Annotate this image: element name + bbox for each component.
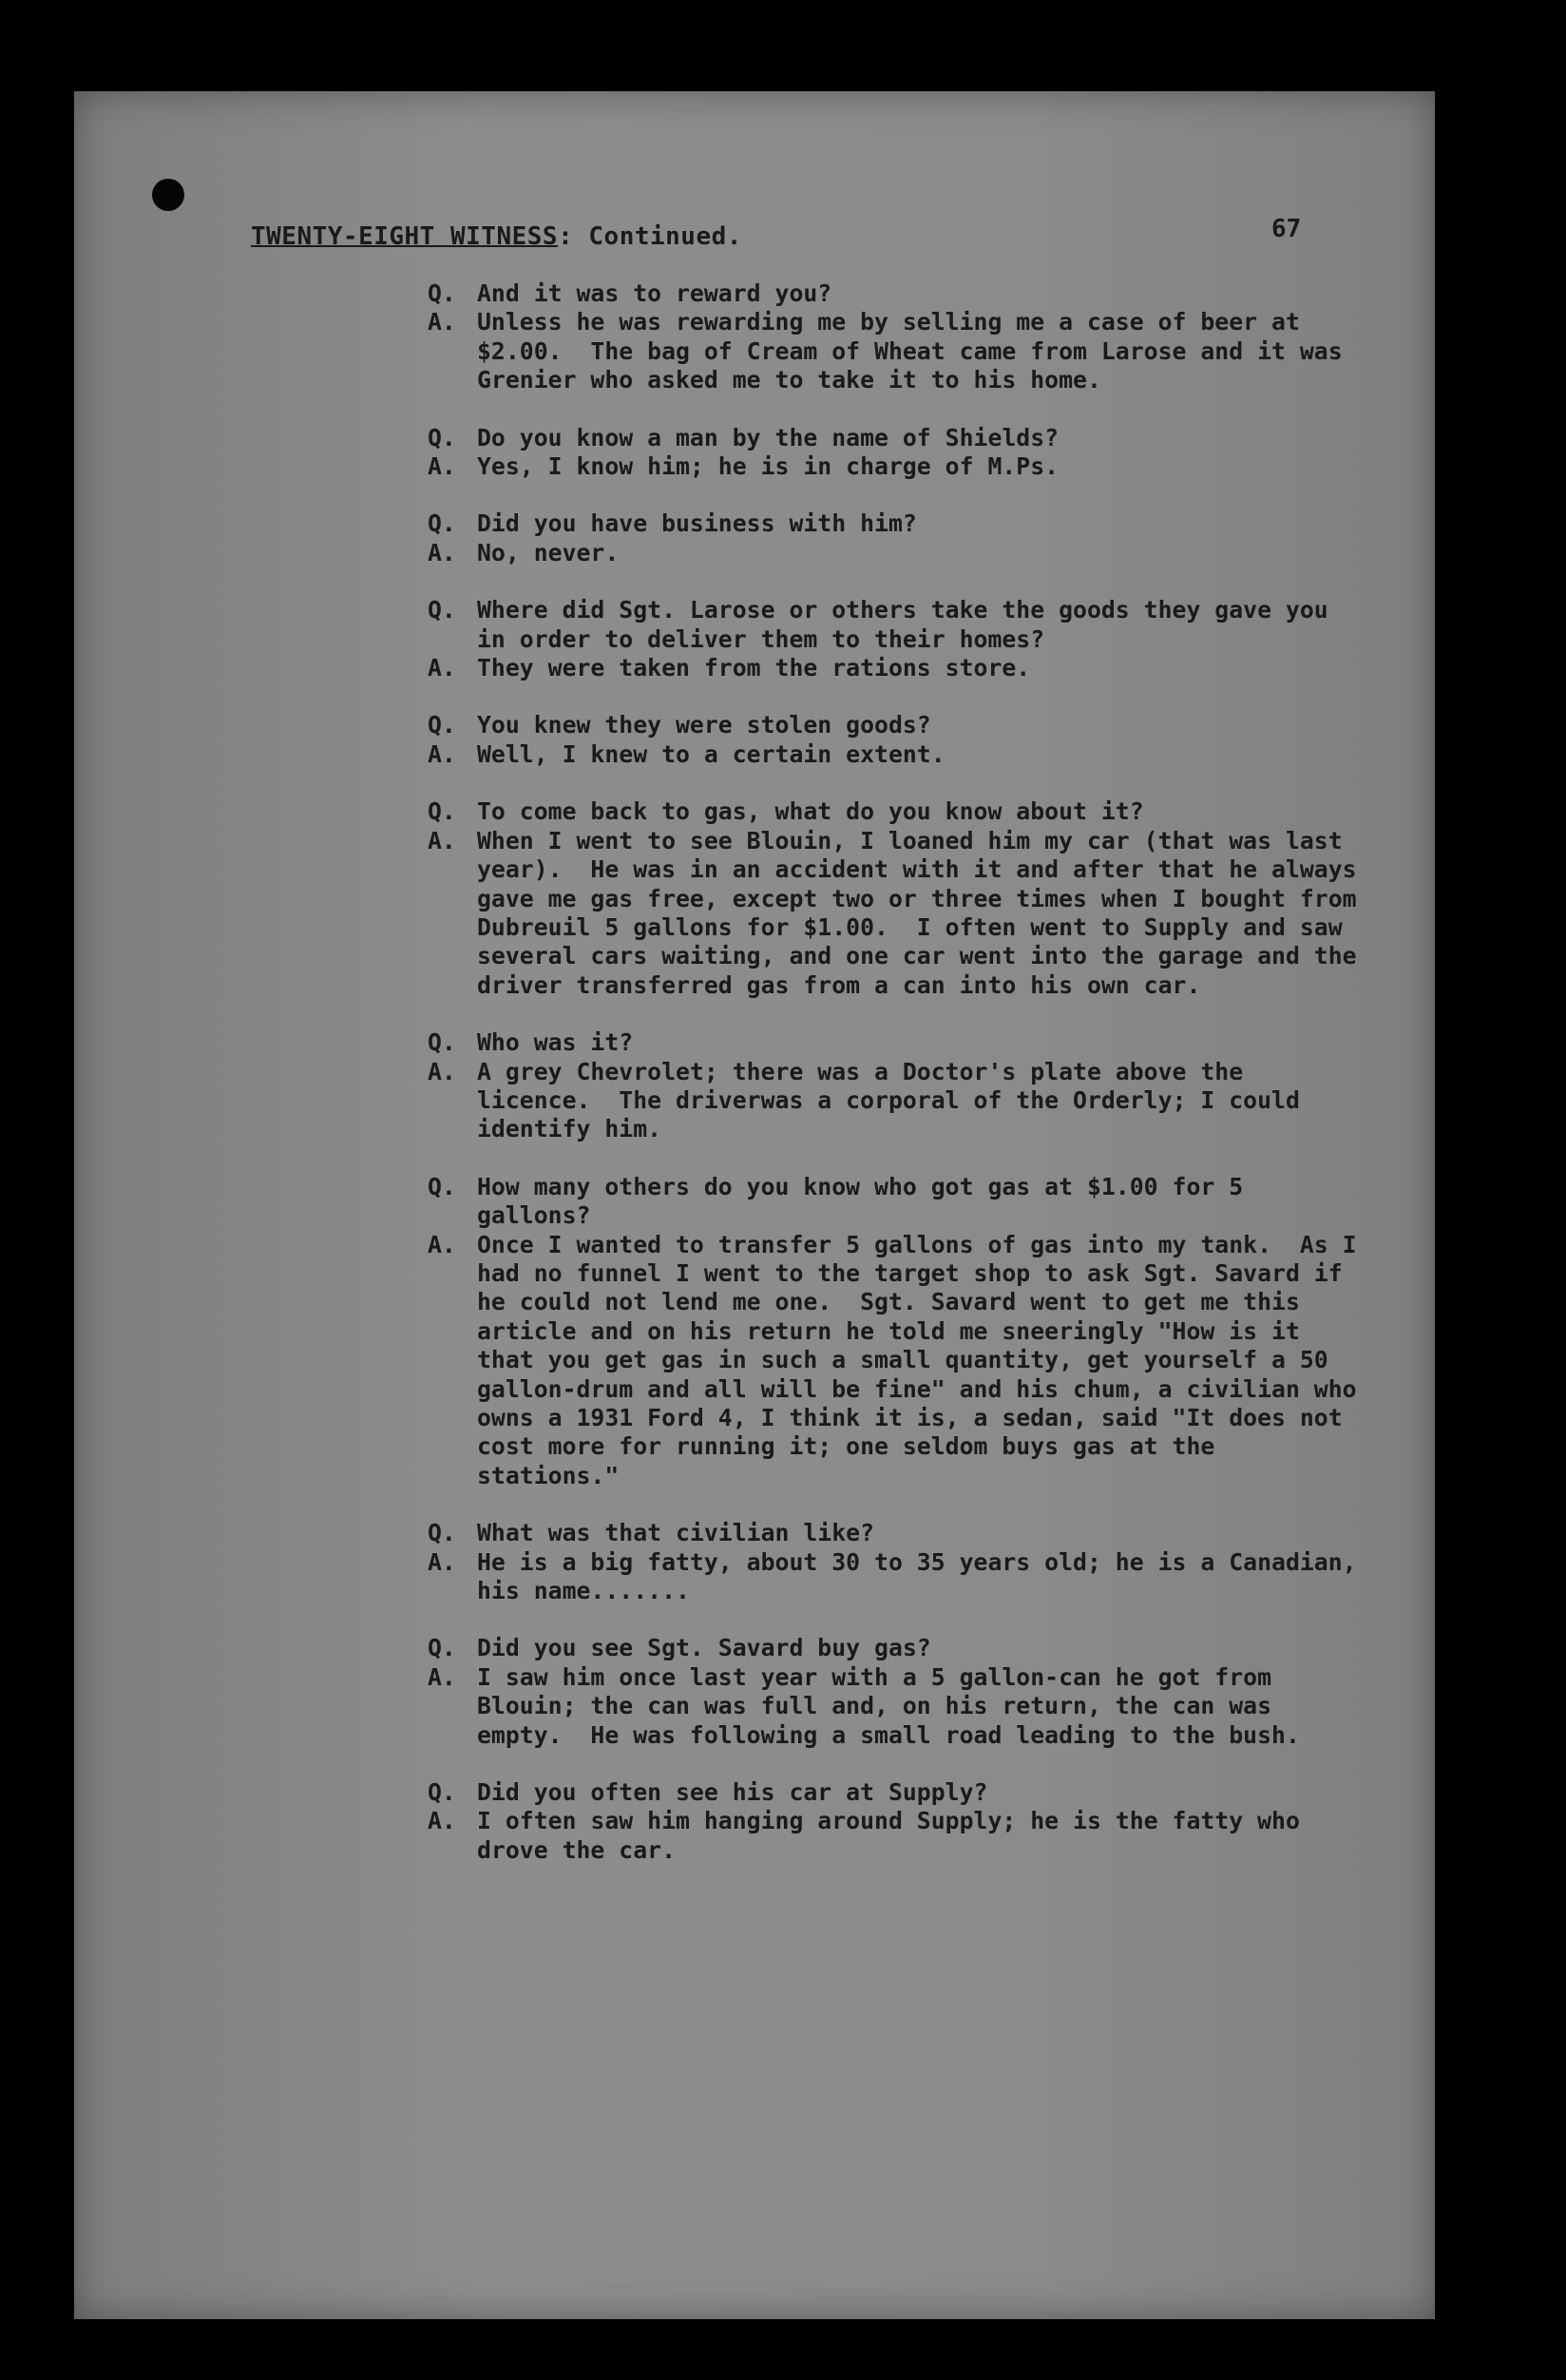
answer-label: A.	[428, 1662, 456, 1691]
question-line	[428, 1028, 1406, 1057]
page-number: 67	[1271, 215, 1302, 243]
answer-line	[428, 1807, 1406, 1865]
question-line	[428, 279, 1406, 308]
question-label: Q.	[428, 1519, 456, 1547]
question-line	[428, 1519, 1406, 1547]
answer-text: They were taken from the rations store.	[477, 654, 1031, 682]
question-label: Q.	[428, 1778, 456, 1807]
question-text: Where did Sgt. Larose or others take the goods they gave you in order to deliver them to their homes?	[477, 596, 1343, 653]
question-line	[428, 596, 1406, 654]
qa-entry	[428, 1028, 1406, 1144]
qa-entry	[428, 1634, 1406, 1750]
answer-line	[428, 1231, 1406, 1491]
answer-line	[428, 827, 1406, 1000]
question-text: Do you know a man by the name of Shields?	[477, 423, 1060, 451]
question-label: Q.	[428, 797, 456, 826]
qa-entry	[428, 279, 1406, 395]
question-text: And it was to reward you?	[477, 279, 832, 307]
heading-continued: : Continued.	[558, 222, 742, 251]
answer-text: Unless he was rewarding me by selling me a case of beer at $2.00. The bag of Cream of Wheat came from Larose and it was Grenier who asked me to take it to his home.	[477, 308, 1357, 394]
answer-text: Once I wanted to transfer 5 gallons of gas into my tank. As I had no funnel I went to the target shop to ask Sgt. Savard if he could not lend me one. Sgt. Savard went to get me this article and on his return he told me sneeringly "How is it that you get gas in such a small quantity, get yourself a 50 gallon-drum and all will be fine" and his chum, a civilian who owns a 1931 Ford 4, I think it is, a sedan, said "It does not cost more for running it; one seldom buys gas at the stations."	[477, 1230, 1371, 1489]
question-line	[428, 424, 1406, 452]
question-line	[428, 1778, 1406, 1807]
answer-label: A.	[428, 538, 456, 566]
question-label: Q.	[428, 279, 456, 307]
question-label: Q.	[428, 1172, 456, 1200]
question-text: Did you have business with him?	[477, 509, 917, 538]
answer-line	[428, 1548, 1406, 1606]
qa-entry	[428, 1173, 1406, 1490]
question-text: Did you see Sgt. Savard buy gas?	[477, 1634, 931, 1662]
answer-label: A.	[428, 739, 456, 768]
question-label: Q.	[428, 596, 456, 624]
answer-line	[428, 308, 1406, 394]
question-label: Q.	[428, 423, 456, 451]
answer-label: A.	[428, 308, 456, 336]
answer-text: I often saw him hanging around Supply; he is the fatty who drove the car.	[477, 1807, 1314, 1864]
document-page	[74, 91, 1435, 2319]
qa-entry	[428, 596, 1406, 682]
answer-line	[428, 539, 1406, 567]
question-text: What was that civilian like?	[477, 1519, 875, 1547]
answer-text: Well, I knew to a certain extent.	[477, 739, 945, 768]
qa-entry	[428, 711, 1406, 769]
qa-entry	[428, 797, 1406, 1000]
question-label: Q.	[428, 1634, 456, 1662]
answer-line	[428, 1663, 1406, 1750]
answer-label: A.	[428, 1057, 456, 1085]
question-text: How many others do you know who got gas at $1.00 for 5 gallons?	[477, 1172, 1258, 1230]
answer-text: He is a big fatty, about 30 to 35 years old; he is a Canadian, his name.......	[477, 1547, 1371, 1605]
answer-text: A grey Chevrolet; there was a Doctor's plate above the licence. The driverwas a corporal of the Orderly; I could identify him.	[477, 1057, 1314, 1143]
answer-text: Yes, I know him; he is in charge of M.Ps.	[477, 452, 1060, 481]
answer-label: A.	[428, 1230, 456, 1258]
answer-text: When I went to see Blouin, I loaned him my car (that was last year). He was in an accident with it and after that he always gave me gas free, except two or three times when I bought from Dubreuil 5 gallons for $1.00. I often went to Supply and saw several cars waiting, and one car went into the garage and the driver transferred gas from a can into his own car.	[477, 826, 1371, 999]
qa-entry	[428, 1519, 1406, 1605]
answer-label: A.	[428, 452, 456, 481]
punch-hole	[152, 179, 184, 211]
question-text: Did you often see his car at Supply?	[477, 1778, 988, 1807]
qa-list	[428, 279, 1406, 1893]
section-heading	[251, 222, 742, 251]
question-text: Who was it?	[477, 1028, 634, 1057]
qa-entry	[428, 1778, 1406, 1865]
answer-line	[428, 1058, 1406, 1144]
question-label: Q.	[428, 509, 456, 538]
question-line	[428, 1173, 1406, 1231]
heading-title: TWENTY-EIGHT WITNESS	[251, 222, 559, 251]
question-label: Q.	[428, 1028, 456, 1057]
qa-entry	[428, 424, 1406, 482]
question-line	[428, 509, 1406, 538]
answer-text: No, never.	[477, 538, 620, 566]
question-text: You knew they were stolen goods?	[477, 711, 931, 739]
answer-label: A.	[428, 826, 456, 854]
answer-line	[428, 740, 1406, 769]
answer-line	[428, 654, 1406, 682]
question-line	[428, 711, 1406, 739]
question-label: Q.	[428, 711, 456, 739]
answer-text: I saw him once last year with a 5 gallon-can he got from Blouin; the can was full and, on his return, the can was empty. He was following a small road leading to the bush.	[477, 1662, 1300, 1749]
question-text: To come back to gas, what do you know about it?	[477, 797, 1144, 826]
answer-label: A.	[428, 1547, 456, 1576]
answer-label: A.	[428, 1807, 456, 1835]
qa-entry	[428, 509, 1406, 567]
question-line	[428, 1634, 1406, 1662]
question-line	[428, 797, 1406, 826]
answer-label: A.	[428, 654, 456, 682]
answer-line	[428, 452, 1406, 481]
